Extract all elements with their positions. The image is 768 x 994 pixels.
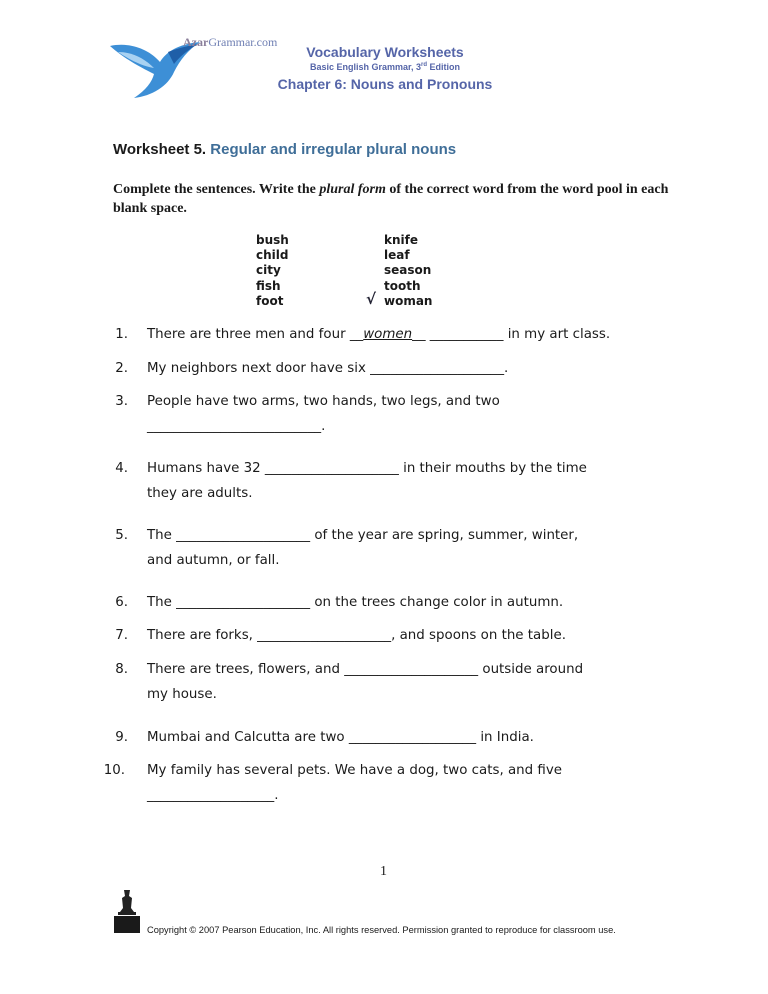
question-text: Mumbai and Calcutta are two ___________________ in India. (147, 730, 534, 745)
pool-word: fish (256, 278, 281, 293)
question-text: There are trees, flowers, and ____________________ outside around (147, 662, 584, 677)
worksheet-title: Worksheet 5. Regular and irregular plural nouns (113, 141, 457, 158)
chapter-title: Chapter 6: Nouns and Pronouns (277, 76, 493, 92)
question-text-cont: and autumn, or fall. (147, 553, 280, 568)
pool-word: season (384, 263, 432, 278)
question-number: 5. (115, 528, 128, 543)
logo-wordmark: AzarGrammar.com (183, 35, 278, 49)
series-title: Vocabulary Worksheets (306, 44, 464, 60)
question-number: 7. (115, 628, 128, 643)
word-pool-left (256, 233, 289, 309)
question-number: 6. (115, 595, 128, 610)
pool-word: bush (256, 233, 289, 247)
question-text-cont: __________________________. (147, 419, 326, 434)
question-number: 8. (115, 662, 128, 677)
pool-word: city (256, 263, 281, 278)
question-text: The ____________________ on the trees change color in autumn. (147, 595, 564, 610)
pool-word: foot (256, 293, 284, 308)
question-text-cont: my house. (147, 687, 217, 702)
example-answer: women (363, 327, 413, 342)
check-mark-icon: √ (366, 290, 377, 308)
question-number: 2. (115, 361, 128, 376)
instructions: Complete the sentences. Write the plural form of the correct word from the word pool in each blank space. (113, 182, 669, 216)
pool-word: woman (384, 293, 433, 308)
question-number: 3. (115, 394, 128, 409)
question-number: 9. (115, 730, 128, 745)
pool-word: knife (384, 233, 418, 247)
question-text: There are forks, ____________________, and spoons on the table. (147, 628, 566, 643)
question-text: My family has several pets. We have a dog, two cats, and five (147, 763, 563, 778)
word-pool-right (384, 233, 432, 309)
page-number: 1 (380, 864, 387, 879)
pearson-longman-logo-icon (112, 888, 142, 934)
question-number: 1. (115, 327, 128, 342)
question-text-cont: ___________________. (147, 788, 279, 803)
question-number: 10. (103, 763, 125, 778)
pool-word: leaf (384, 248, 410, 263)
question-text: Humans have 32 ____________________ in their mouths by the time (147, 461, 587, 476)
question-number: 4. (115, 461, 128, 476)
pool-word: child (256, 248, 289, 263)
question-text: There are three men and four __women__ ___________ in my art class. (147, 327, 611, 342)
question-text: People have two arms, two hands, two legs, and two (147, 394, 500, 409)
pool-word: tooth (384, 278, 421, 293)
question-text: The ____________________ of the year are spring, summer, winter, (147, 528, 579, 543)
question-text-cont: they are adults. (147, 486, 253, 501)
question-text: My neighbors next door have six ____________________. (147, 361, 509, 376)
book-title: Basic English Grammar, 3rd Edition (309, 62, 461, 72)
copyright-notice: Copyright © 2007 Pearson Education, Inc. All rights reserved. Permission granted to reproduce for classroom use. (147, 925, 616, 935)
